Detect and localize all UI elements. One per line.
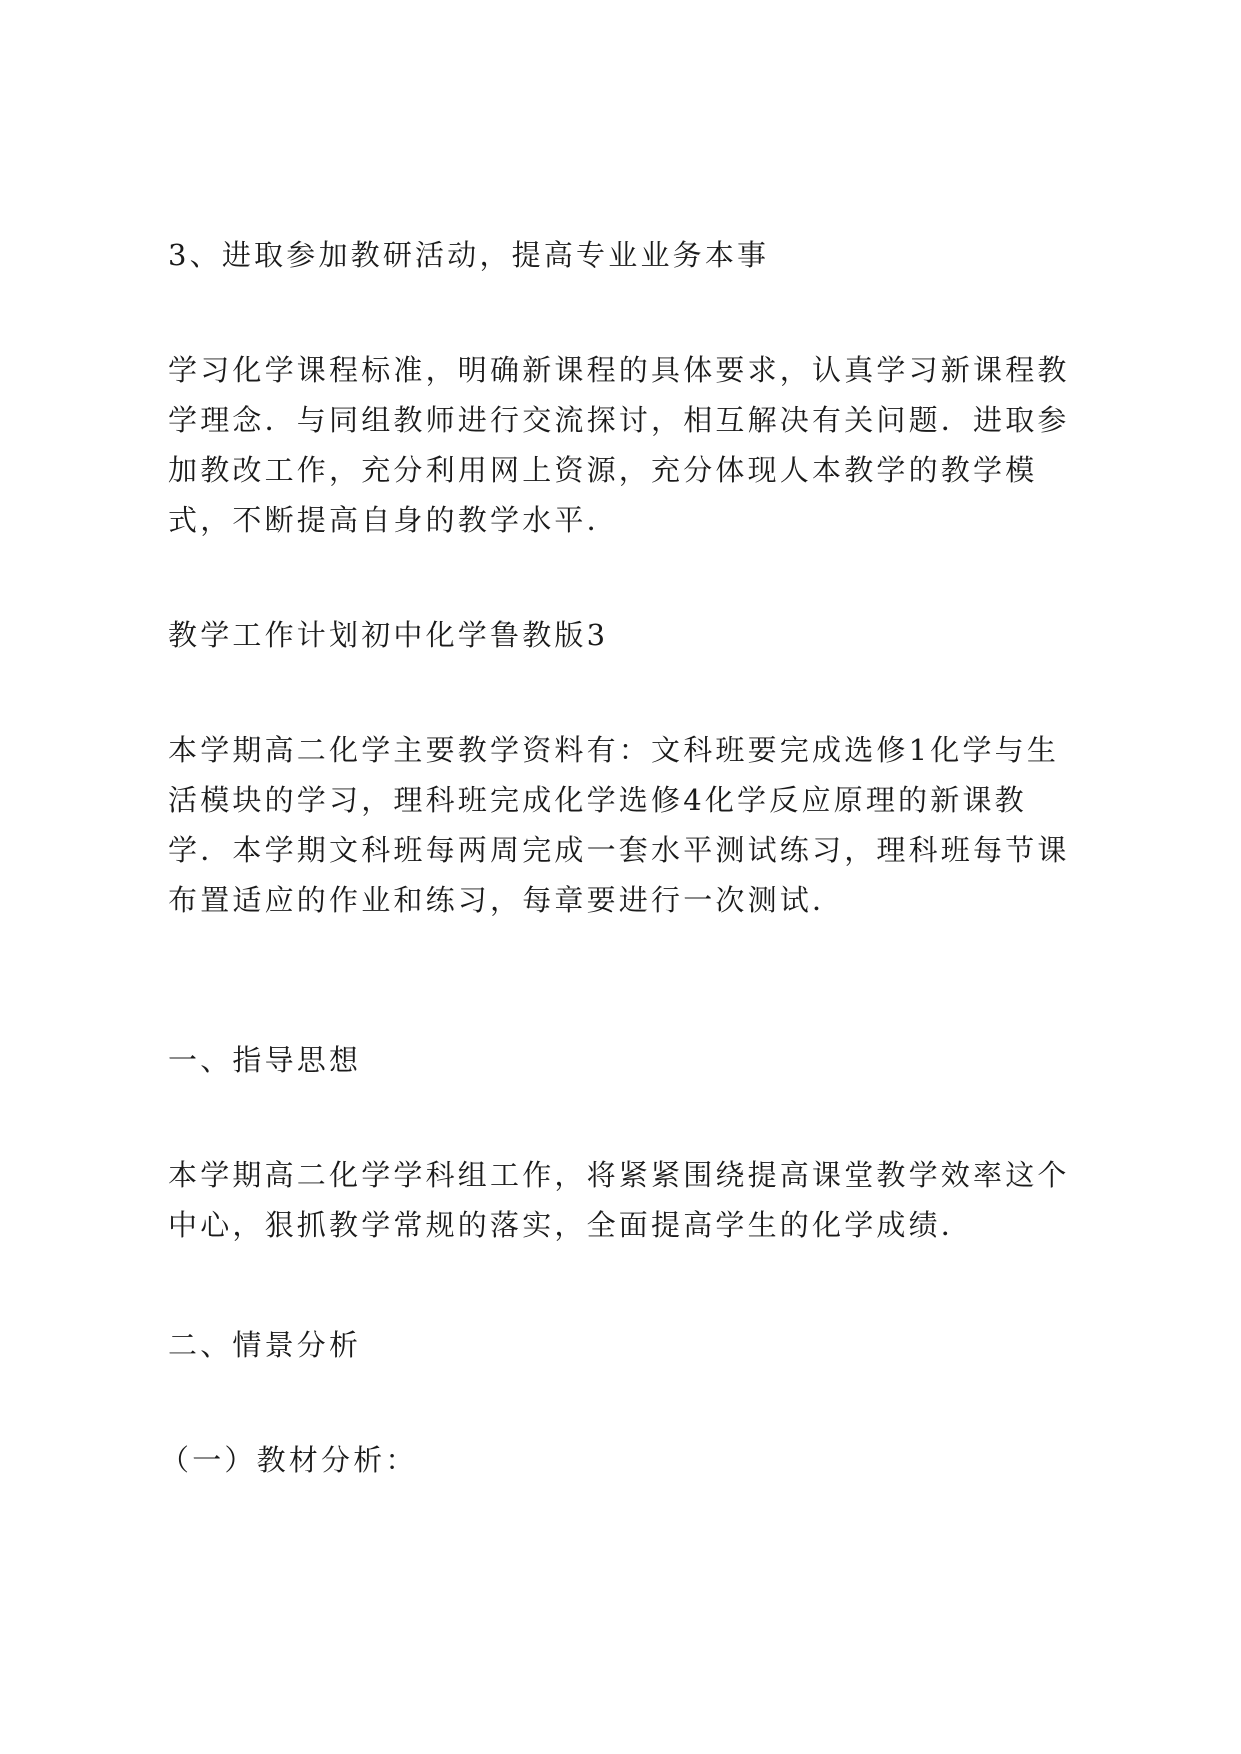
heading-item-3: 3、进取参加教研活动，提高专业业务本事 xyxy=(168,238,770,272)
heading-situation-analysis: 二、情景分析 xyxy=(168,1328,362,1362)
section-title-plan-3: 教学工作计划初中化学鲁教版3 xyxy=(168,618,609,652)
body-paragraph-2: 本学期高二化学主要教学资料有：文科班要完成选修1化学与生活模块的学习，理科班完成化学选修4化学反应原理的新课教学．本学期文科班每两周完成一套水平测试练习，理科班每节课布置适应的作业和练习，每章要进行一次测试． xyxy=(168,733,1070,917)
body-paragraph-1: 学习化学课程标准，明确新课程的具体要求，认真学习新课程教学理念．与同组教师进行交流探讨，相互解决有关问题．进取参加教改工作，充分利用网上资源，充分体现人本教学的教学模式，不断提高自身的教学水平． xyxy=(168,353,1070,537)
body-paragraph-3: 本学期高二化学学科组工作，将紧紧围绕提高课堂教学效率这个中心，狠抓教学常规的落实，全面提高学生的化学成绩． xyxy=(168,1158,1070,1242)
subheading-textbook-analysis: （一）教材分析： xyxy=(160,1443,418,1477)
heading-guiding-ideas: 一、指导思想 xyxy=(168,1043,362,1077)
